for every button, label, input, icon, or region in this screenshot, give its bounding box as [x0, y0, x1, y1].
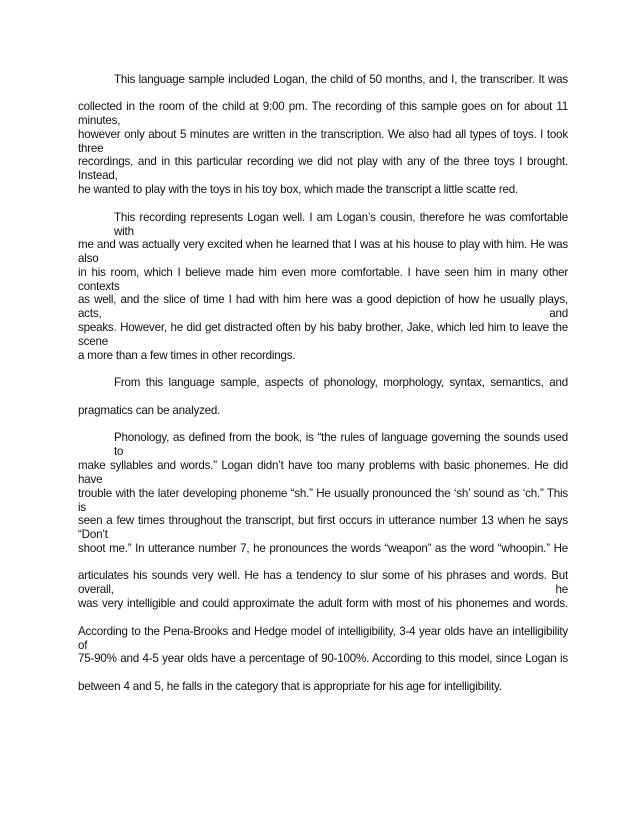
paragraph-4-line-5: shoot me.” In utterance number 7, he pronounces the words “weapon” as the word “whoopin.” He	[78, 542, 568, 555]
paragraph-4-line-10: between 4 and 5, he falls in the category that is appropriate for his age for intelligibility.	[78, 680, 502, 693]
paragraph-1-line-4: recordings, and in this particular recording we did not play with any of the three toys I brought. Instead,	[78, 155, 568, 182]
paragraph-4-line-2: make syllables and words.” Logan didn’t have too many problems with basic phonemes. He did have	[78, 459, 568, 486]
paragraph-4-line-7: was very intelligible and could approximate the adult form with most of his phonemes and words.	[78, 597, 568, 610]
paragraph-4-line-6: articulates his sounds very well. He has a tendency to slur some of his phrases and words. But overall, he	[78, 569, 568, 596]
paragraph-1-line-2: collected in the room of the child at 9:00 pm. The recording of this sample goes on for about 11 minutes,	[78, 100, 568, 127]
paragraph-4-line-9: 75-90% and 4-5 year olds have a percentage of 90-100%. According to this model, since Logan is	[78, 652, 568, 665]
paragraph-2-line-4: as well, and the slice of time I had with him here was a good depiction of how he usually plays, acts, and	[78, 293, 568, 320]
paragraph-2-line-5: speaks. However, he did get distracted often by his baby brother, Jake, which led him to leave the scene	[78, 321, 568, 348]
paragraph-2-line-3: in his room, which I believe made him even more comfortable. I have seen him in many other contexts	[78, 266, 568, 293]
paragraph-1-line-5: he wanted to play with the toys in his toy box, which made the transcript a little scatte red.	[78, 183, 519, 196]
paragraph-3-line-1: From this language sample, aspects of phonology, morphology, syntax, semantics, and	[114, 376, 568, 389]
paragraph-4-line-3: trouble with the later developing phoneme “sh.” He usually pronounced the ‘sh’ sound as ‘ch.” This is	[78, 487, 568, 514]
paragraph-1-line-1: This language sample included Logan, the child of 50 months, and I, the transcriber. It was	[114, 73, 568, 86]
paragraph-1-line-3: however only about 5 minutes are written in the transcription. We also had all types of toys. I took three	[78, 128, 568, 155]
paragraph-4-line-1: Phonology, as defined from the book, is “the rules of language governing the sounds used to	[114, 431, 568, 458]
paragraph-4-line-4: seen a few times throughout the transcript, but first occurs in utterance number 13 when he says “Don’t	[78, 514, 568, 541]
paragraph-4-line-8: According to the Pena-Brooks and Hedge model of intelligibility, 3-4 year olds have an intelligibility of	[78, 625, 568, 652]
paragraph-2-line-1: This recording represents Logan well. I am Logan’s cousin, therefore he was comfortable with	[114, 211, 568, 238]
paragraph-3-line-2: pragmatics can be analyzed.	[78, 404, 221, 417]
paragraph-2-line-6: a more than a few times in other recordings.	[78, 349, 296, 362]
paragraph-2-line-2: me and was actually very excited when he learned that I was at his house to play with him. He was also	[78, 238, 568, 265]
